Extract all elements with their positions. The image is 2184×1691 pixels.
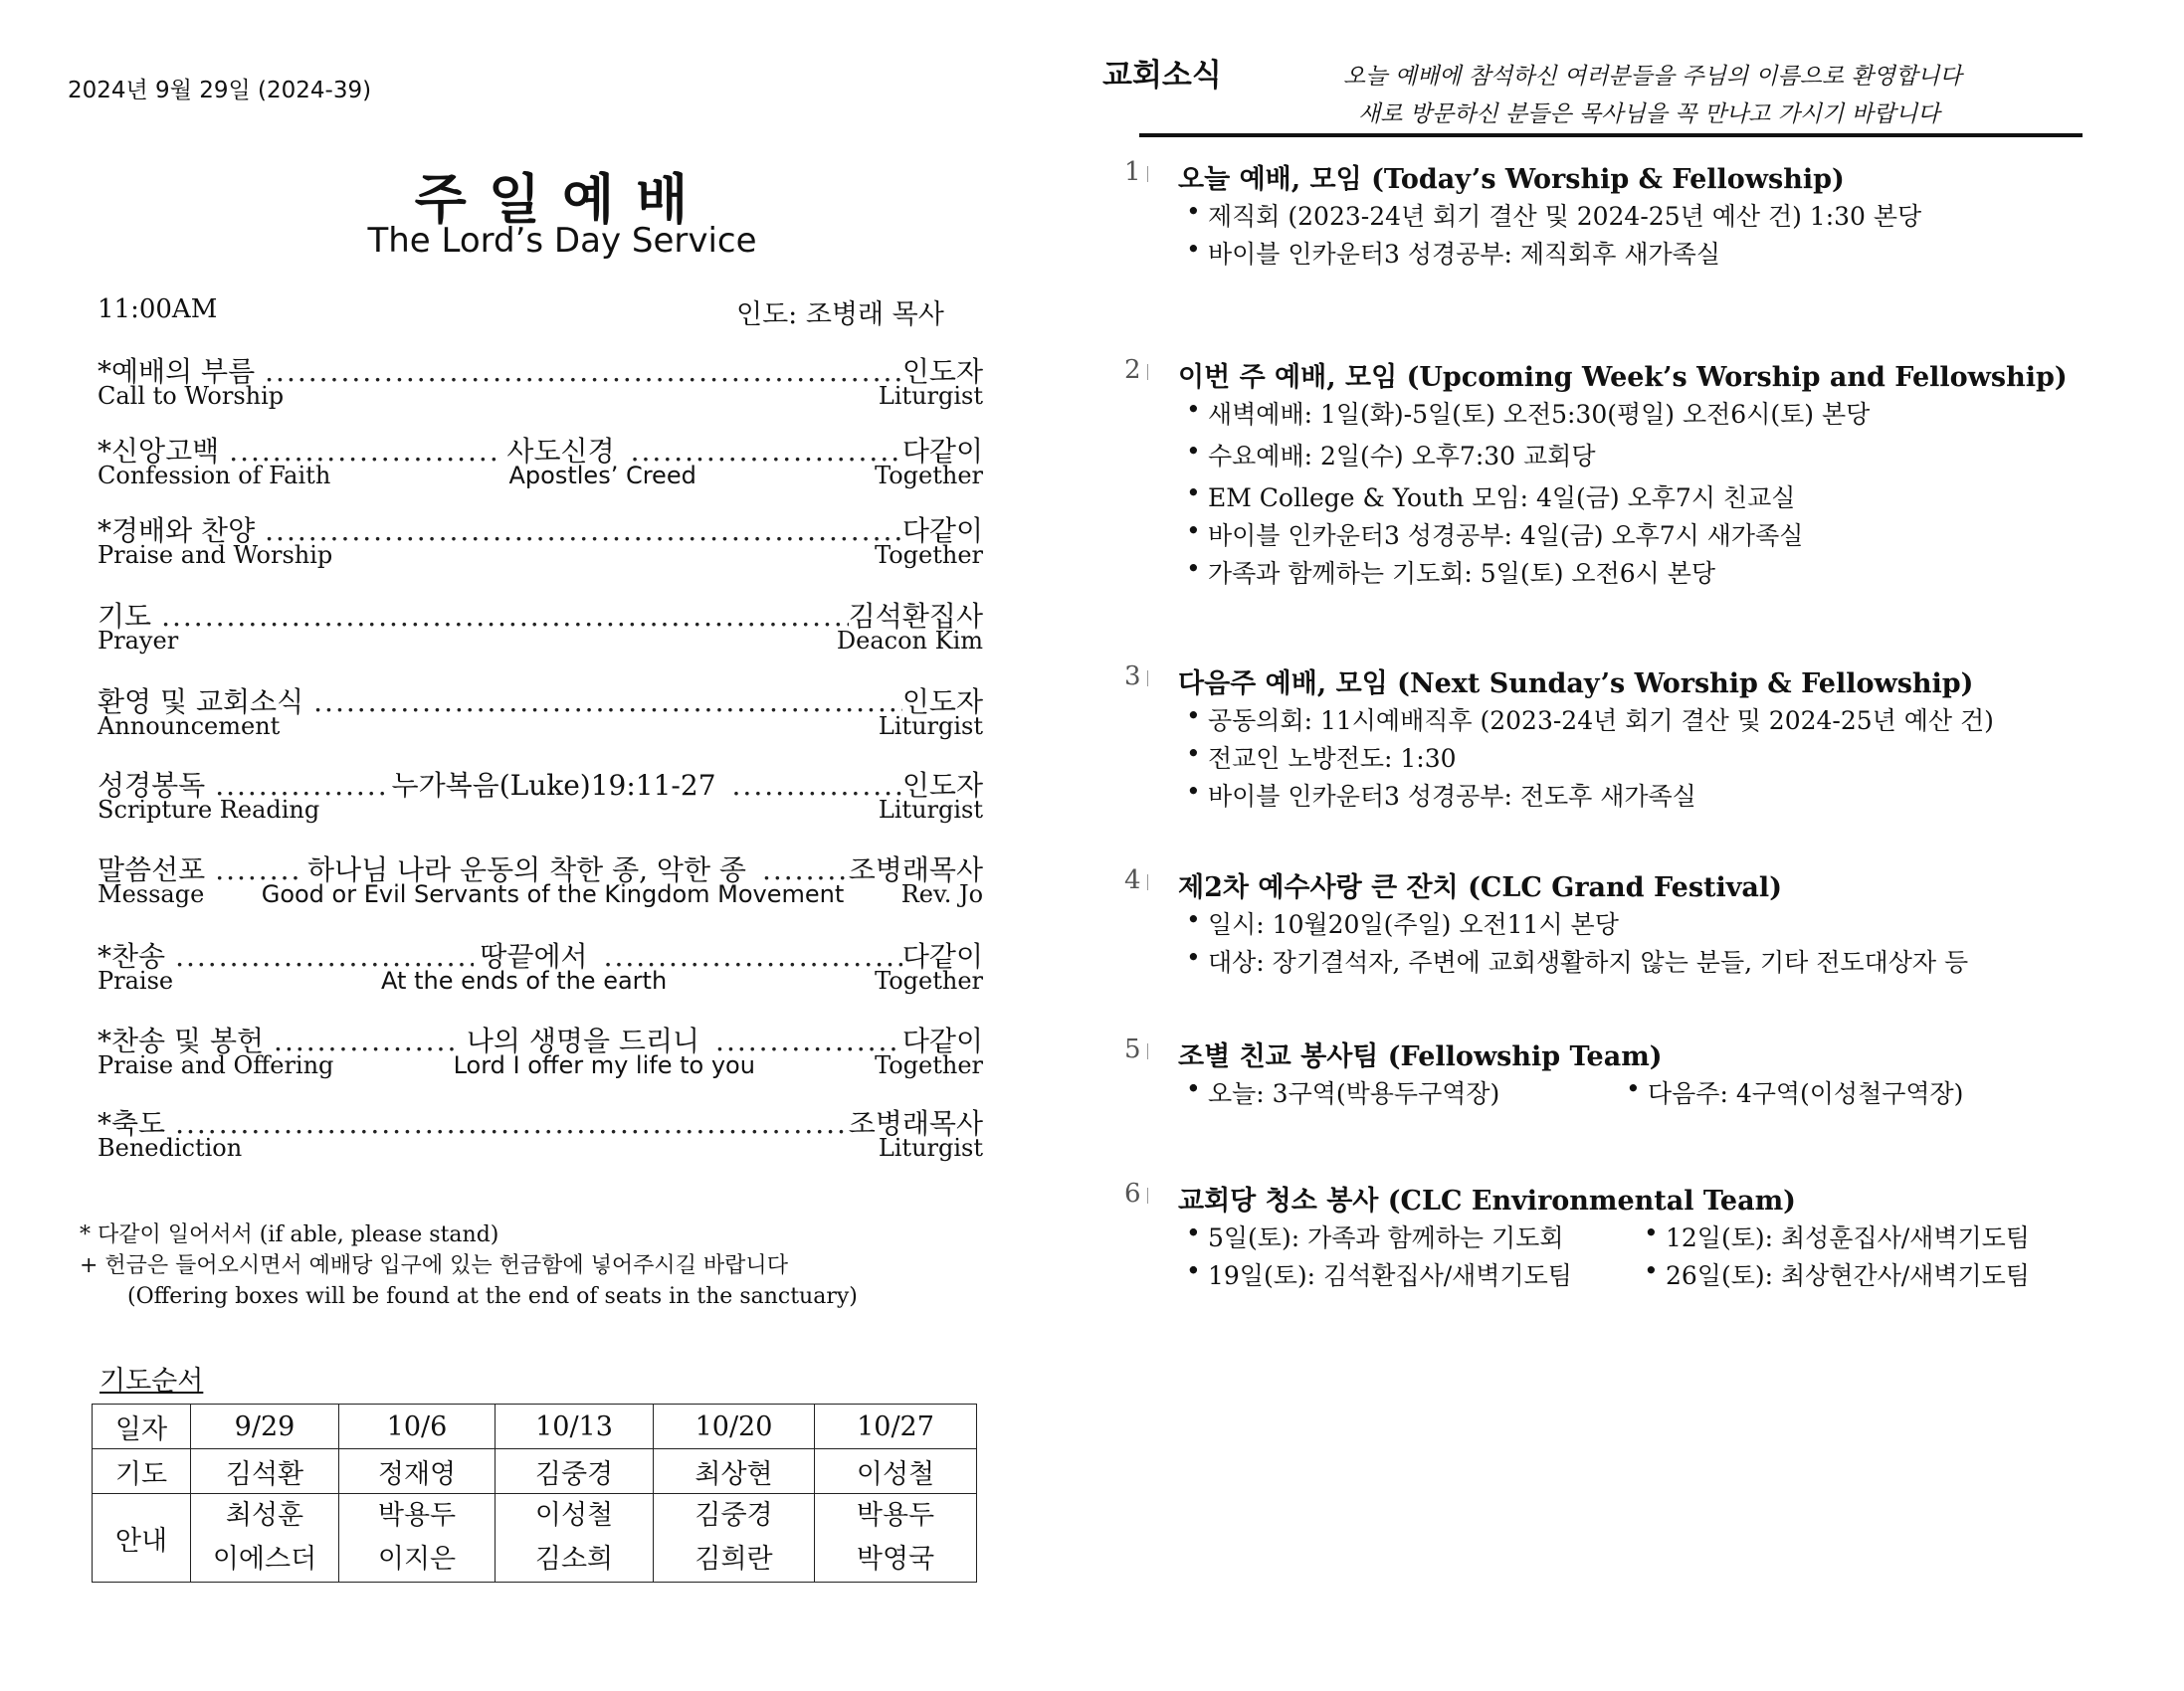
- worship-item-leader-english: Together: [875, 1051, 984, 1079]
- guide-name: 이에스더: [212, 1544, 317, 1575]
- worship-item: [98, 1102, 983, 1162]
- worship-item-leader-english: Liturgist: [878, 796, 983, 824]
- table-header-cell: 10/27: [815, 1405, 977, 1449]
- table-header-cell: 일자: [93, 1405, 191, 1449]
- worship-item-leader-english: Liturgist: [878, 382, 983, 410]
- section-title: 오늘 예배, 모임 (Today’s Worship & Fellowship): [1178, 164, 1845, 195]
- section-list: [1186, 905, 1968, 981]
- worship-item: [98, 509, 983, 569]
- worship-item-label-english: Praise and Offering: [98, 1051, 334, 1079]
- table-cell: [654, 1494, 815, 1583]
- worship-item-label: *축도: [98, 1107, 166, 1140]
- worship-item-detail-english: Good or Evil Servants of the Kingdom Movement: [261, 880, 845, 908]
- section-list: [1186, 197, 1921, 273]
- offering-note-english: (Offering boxes will be found at the end of seats in the sanctuary): [127, 1284, 858, 1309]
- bulletin-date: 2024년 9월 29일 (2024-39): [68, 78, 372, 103]
- table-cell: [339, 1494, 496, 1583]
- worship-item-detail: 나의 생명을 드리니: [466, 1025, 700, 1057]
- section-list: [1186, 395, 1870, 592]
- service-title-korean: 주일예배: [414, 167, 710, 231]
- table-cell: [815, 1494, 977, 1583]
- section-number: 1: [1124, 157, 1148, 187]
- worship-item-leader-english: Rev. Jo: [900, 880, 984, 908]
- guide-name: 김희란: [695, 1544, 773, 1575]
- worship-item-detail: 땅끝에서: [480, 940, 588, 973]
- section-title: 제2차 예수사랑 큰 잔치 (CLC Grand Festival): [1178, 872, 1782, 903]
- worship-item-label: *예배의 부름: [98, 355, 256, 388]
- welcome-message: 오늘 예배에 참석하신 여러분들을 주님의 이름으로 환영합니다: [1343, 64, 1962, 90]
- worship-item-english: [98, 1051, 983, 1079]
- list-item: • 바이블 인카운터3 성경공부: 4일(금) 오후7시 새가족실: [1186, 516, 1870, 554]
- worship-item-leader-english: Liturgist: [878, 1134, 983, 1162]
- worship-item: [98, 350, 983, 410]
- worship-item: [98, 595, 983, 655]
- list-item: • 가족과 함께하는 기도회: 5일(토) 오전6시 본당: [1186, 554, 1870, 592]
- list-item: [1186, 1256, 2030, 1294]
- worship-item-label-english: Prayer: [98, 627, 179, 655]
- worship-item-label: *경배와 찬양: [98, 514, 256, 547]
- table-header-cell: 10/6: [339, 1405, 496, 1449]
- cleaning-schedule: • • 19일(토): 김석환집사/새벽기도팀: [1186, 1256, 1644, 1294]
- worship-item-label: *신앙고백: [98, 435, 220, 468]
- table-row: [93, 1494, 977, 1583]
- section-title: 교회당 청소 봉사 (CLC Environmental Team): [1178, 1186, 1796, 1217]
- guide-name: 박영국: [856, 1544, 935, 1575]
- offering-note: + 헌금은 들어오시면서 예배당 입구에 있는 헌금함에 넣어주시길 바랍니다: [80, 1253, 788, 1278]
- worship-item-label: *찬송 및 봉헌: [98, 1025, 265, 1057]
- cleaning-schedule: • 12일(토): 최성훈집사/새벽기도팀: [1644, 1219, 2030, 1256]
- table-cell: 정재영: [339, 1449, 496, 1494]
- worship-item-english: [98, 967, 983, 995]
- table-row-label: 안내: [93, 1494, 191, 1583]
- list-item: • 대상: 장기결석자, 주변에 교회생활하지 않는 분들, 기타 전도대상자 등: [1186, 943, 1968, 981]
- worship-item-leader-english: Deacon Kim: [836, 627, 983, 655]
- section-number: 5: [1124, 1034, 1148, 1064]
- service-time: 11:00AM: [98, 294, 218, 324]
- worship-item-label: 기도: [98, 600, 152, 633]
- section-number: 2: [1124, 355, 1148, 385]
- list-item: • EM College & Youth 모임: 4일(금) 오후7시 친교실: [1186, 478, 1870, 516]
- guide-name: 이지은: [377, 1544, 457, 1575]
- worship-item-label: *찬송: [98, 940, 166, 973]
- section-title: 다음주 예배, 모임 (Next Sunday’s Worship & Fellowship): [1178, 668, 1974, 699]
- worship-item-english: [98, 462, 983, 489]
- worship-item-label: 말씀선포: [98, 853, 206, 886]
- guide-name: 박용두: [377, 1500, 457, 1531]
- worship-item-english: [98, 627, 983, 655]
- worship-item-leader: 다같이: [901, 940, 983, 973]
- section-number: 6: [1124, 1179, 1148, 1209]
- worship-item-label-english: Message: [98, 880, 205, 908]
- worship-item-detail-english: Lord I offer my life to you: [453, 1051, 755, 1079]
- worship-item-leader: 인도자: [901, 769, 984, 802]
- section-number: 3: [1124, 661, 1148, 691]
- prayer-schedule-title: 기도순서: [99, 1366, 204, 1397]
- list-item: • 바이블 인카운터3 성경공부: 제직회후 새가족실: [1186, 235, 1921, 273]
- service-notes: [80, 1220, 858, 1312]
- worship-item-english: [98, 796, 983, 824]
- worship-item-detail: 누가복음(Luke)19:11-27: [391, 769, 716, 802]
- worship-item-label-english: Confession of Faith: [98, 462, 331, 489]
- worship-item-leader: 다같이: [901, 435, 983, 468]
- worship-item-label-english: Announcement: [98, 712, 281, 740]
- worship-item-label-english: Praise and Worship: [98, 541, 333, 569]
- worship-item: [98, 680, 983, 740]
- worship-item-english: [98, 382, 983, 410]
- worship-item-detail-english: Apostles’ Creed: [508, 462, 696, 489]
- fellowship-next: • 다음주: 4구역(이성철구역장): [1626, 1074, 1963, 1112]
- section-list: [1186, 1219, 2030, 1294]
- worship-item-leader-english: Together: [875, 541, 983, 569]
- table-header-cell: 10/20: [654, 1405, 815, 1449]
- fellowship-today: • • 오늘: 3구역(박용두구역장): [1186, 1074, 1626, 1112]
- list-item: • 전교인 노방전도: 1:30: [1186, 739, 1994, 777]
- table-cell: [496, 1494, 654, 1583]
- worship-item: [98, 764, 983, 824]
- worship-item-label-english: Praise: [98, 967, 174, 995]
- list-item: • 바이블 인카운터3 성경공부: 전도후 새가족실: [1186, 777, 1994, 815]
- worship-item-label-english: Benediction: [98, 1134, 243, 1162]
- worship-item-detail: 하나님 나라 운동의 착한 종, 악한 종: [306, 853, 746, 886]
- service-leader: 인도: 조병래 목사: [736, 299, 944, 330]
- guide-name: 김소희: [534, 1544, 614, 1575]
- worship-item-english: [98, 541, 983, 569]
- worship-item-leader: 인도자: [901, 355, 983, 388]
- section-list: [1186, 1074, 1963, 1112]
- section-list: [1186, 701, 1994, 815]
- worship-item-label-english: Call to Worship: [98, 382, 285, 410]
- section-title: 이번 주 예배, 모임 (Upcoming Week’s Worship and Fellowship): [1178, 362, 2068, 393]
- prayer-schedule-table: [92, 1404, 977, 1583]
- table-cell: 이성철: [815, 1449, 977, 1494]
- list-item: • 수요예배: 2일(수) 오후7:30 교회당: [1186, 437, 1870, 478]
- table-cell: 김중경: [496, 1449, 654, 1494]
- worship-item-leader: 김석환집사: [848, 600, 983, 633]
- table-header-cell: 9/29: [191, 1405, 339, 1449]
- list-item: [1186, 1074, 1963, 1112]
- worship-item-detail-english: At the ends of the earth: [381, 967, 668, 995]
- list-item: • 새벽예배: 1일(화)-5일(토) 오전5:30(평일) 오전6시(토) 본당: [1186, 395, 1870, 437]
- stand-note: * 다같이 일어서서 (if able, please stand): [80, 1222, 499, 1247]
- table-header-cell: 10/13: [496, 1405, 654, 1449]
- worship-item-leader: 다같이: [901, 1025, 984, 1057]
- worship-item-label-english: Scripture Reading: [98, 796, 320, 824]
- worship-item-english: [98, 712, 983, 740]
- service-title-english: The Lord’s Day Service: [367, 221, 757, 261]
- worship-item-english: [98, 1134, 983, 1162]
- header-divider: [1139, 133, 2083, 137]
- table-row-label: 기도: [93, 1449, 191, 1494]
- guide-name: 박용두: [856, 1500, 935, 1531]
- worship-item-leader-english: Liturgist: [878, 712, 983, 740]
- list-item: [1186, 1219, 2030, 1256]
- worship-item-english: [98, 880, 983, 908]
- list-item: • 일시: 10월20일(주일) 오전11시 본당: [1186, 905, 1968, 943]
- list-item: • 제직회 (2023-24년 회기 결산 및 2024-25년 예산 건) 1:30 본당: [1186, 197, 1921, 235]
- worship-item: [98, 1020, 983, 1079]
- worship-item-leader: 인도자: [901, 685, 983, 718]
- table-cell: 최상현: [654, 1449, 815, 1494]
- visitor-message: 새로 방문하신 분들은 목사님을 꼭 만나고 가시기 바랍니다: [1358, 101, 1940, 127]
- worship-item-leader: 다같이: [901, 514, 983, 547]
- table-row: [93, 1449, 977, 1494]
- cleaning-schedule: • 26일(토): 최상현간사/새벽기도팀: [1644, 1256, 2030, 1294]
- worship-item-detail: 사도신경: [506, 435, 615, 468]
- list-item: • 공동의회: 11시예배직후 (2023-24년 회기 결산 및 2024-25년 예산 건): [1186, 701, 1994, 739]
- table-cell: 김석환: [191, 1449, 339, 1494]
- table-row: [93, 1405, 977, 1449]
- worship-item-label: 성경봉독: [98, 769, 206, 802]
- worship-item-leader: 조병래목사: [848, 1107, 983, 1140]
- section-number: 4: [1124, 865, 1148, 895]
- worship-item-label: 환영 및 교회소식: [98, 685, 304, 718]
- worship-item-leader-english: Together: [875, 462, 983, 489]
- worship-item: [98, 935, 983, 995]
- worship-item: [98, 430, 983, 489]
- worship-item-leader-english: Together: [875, 967, 984, 995]
- cleaning-schedule: • • 5일(토): 가족과 함께하는 기도회: [1186, 1219, 1644, 1256]
- guide-name: 이성철: [534, 1500, 614, 1531]
- church-news-title: 교회소식: [1102, 58, 1222, 94]
- guide-name: 최성훈: [225, 1500, 304, 1531]
- worship-item: [98, 848, 983, 908]
- guide-name: 김중경: [695, 1500, 773, 1531]
- table-cell: [191, 1494, 339, 1583]
- section-title: 조별 친교 봉사팀 (Fellowship Team): [1178, 1041, 1663, 1072]
- worship-item-leader: 조병래목사: [848, 853, 983, 886]
